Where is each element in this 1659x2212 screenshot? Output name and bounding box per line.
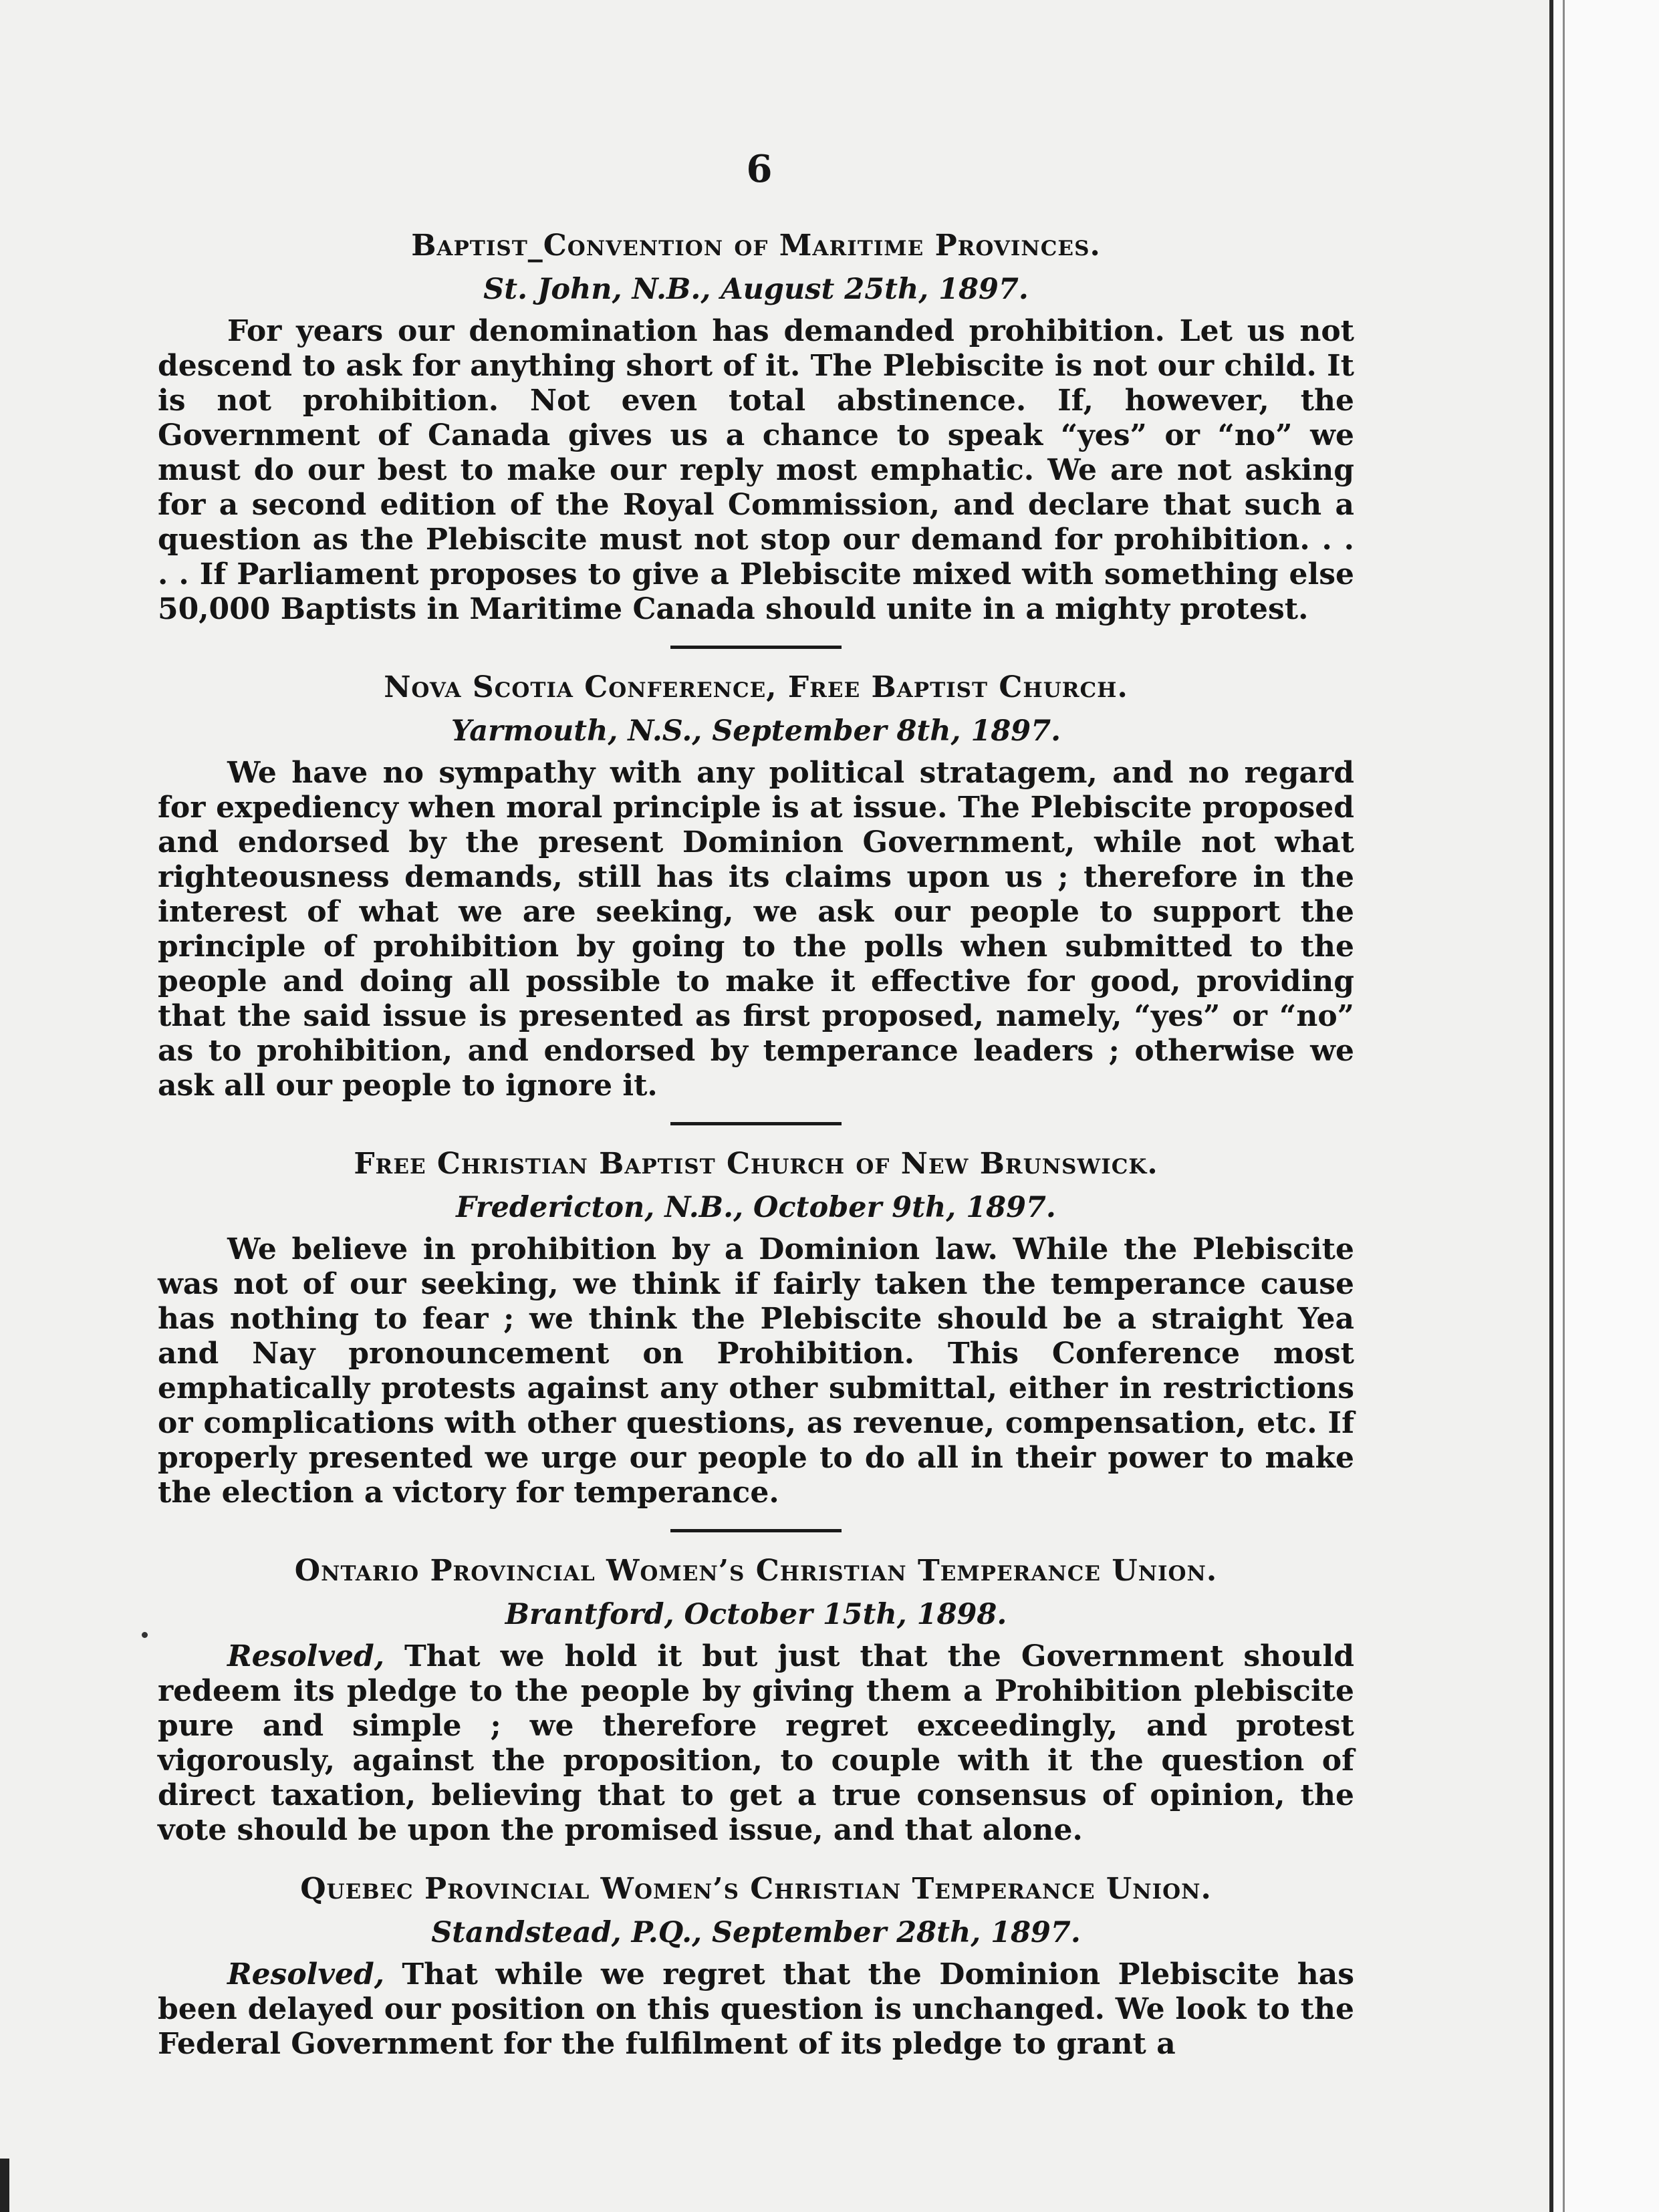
ink-speck [142, 1632, 148, 1638]
section-body [158, 1639, 1354, 1848]
section-heading: Quebec Provincial Women’s Christian Temperance Union. [300, 1872, 1212, 1906]
section-nova-scotia [158, 669, 1354, 1103]
facing-page-edge [1549, 0, 1659, 2212]
section-place-date: St. John, N.B., August 25th, 1897. [483, 273, 1029, 306]
section-quebec-wctu [158, 1871, 1354, 2062]
section-body [158, 1957, 1354, 2062]
resolved-lead: Resolved, [227, 1639, 385, 1673]
resolution-text: That while we regret that the Dominion Plebiscite has been delayed our position on this question is unchanged. We look to the Federal Government for the fulfilment of its pledge to grant a [158, 1957, 1354, 2061]
section-new-brunswick [158, 1145, 1354, 1510]
section-baptist-convention [158, 227, 1354, 627]
section-body: For years our denomination has demanded prohibition. Let us not descend to ask for anything short of it. The Plebiscite is not our child. It is not prohibition. Not even total abstinence. If, however, the Government of Canada gives us a chance to speak “yes” or “no” we must do our best to make our reply most emphatic. We are not asking for a second edition of the Royal Commission, and declare that such a question as the Plebiscite must not stop our demand for prohibition. . . . . If Parliament proposes to give a Plebiscite mixed with something else 50,000 Baptists in Maritime Canada should unite in a mighty protest. [158, 314, 1354, 626]
section-heading: Free Christian Baptist Church of New Brunswick. [354, 1147, 1158, 1181]
resolution-text: That we hold it but just that the Government should redeem its pledge to the people by giving them a Prohibition plebiscite pure and simple ; we therefore regret exceedingly, and protest vigorously, against the proposition, to couple with it the question of direct taxation, believing that to get a true consensus of opinion, the vote should be upon the promised issue, and that alone. [158, 1639, 1354, 1847]
resolved-lead: Resolved, [227, 1957, 385, 1991]
section-body: We have no sympathy with any political stratagem, and no regard for expediency when moral principle is at issue. The Plebiscite proposed and endorsed by the present Dominion Government, while not what righteousness demands, still has its claims upon us ; therefore in the interest of what we are seeking, we ask our people to support the principle of prohibition by going to the polls when submitted to the people and doing all possible to make it effective for good, providing that the said issue is presented as first proposed, namely, “yes” or “no” as to prohibition, and endorsed by temperance leaders ; otherwise we ask all our people to ignore it. [158, 756, 1354, 1103]
page-edge-line [1563, 0, 1565, 2212]
section-divider [670, 646, 842, 649]
section-divider [670, 1529, 842, 1532]
section-body: We believe in prohibition by a Dominion law. While the Plebiscite was not of our seeking, we think if fairly taken the temperance cause has nothing to fear ; we think the Plebiscite should be a straight Yea and Nay pronouncement on Prohibition. This Conference most emphatically protests against any other submittal, either in restrictions or complications with other questions, as revenue, compensation, etc. If properly presented we urge our people to do all in their power to make the election a victory for temperance. [158, 1232, 1354, 1510]
page-content [158, 227, 1354, 2062]
section-heading: Nova Scotia Conference, Free Baptist Church. [384, 670, 1128, 704]
section-heading: Ontario Provincial Women’s Christian Temperance Union. [294, 1554, 1218, 1588]
section-heading: Baptist_Convention of Maritime Provinces. [411, 229, 1101, 263]
section-divider [670, 1122, 842, 1125]
section-ontario-wctu [158, 1552, 1354, 1848]
page-number: 6 [746, 147, 773, 191]
section-place-date: Standstead, P.Q., September 28th, 1897. [431, 1916, 1081, 1949]
section-place-date: Yarmouth, N.S., September 8th, 1897. [451, 714, 1061, 748]
section-place-date: Brantford, October 15th, 1898. [505, 1598, 1007, 1631]
section-gap [158, 1848, 1354, 1871]
section-place-date: Fredericton, N.B., October 9th, 1897. [456, 1191, 1056, 1224]
